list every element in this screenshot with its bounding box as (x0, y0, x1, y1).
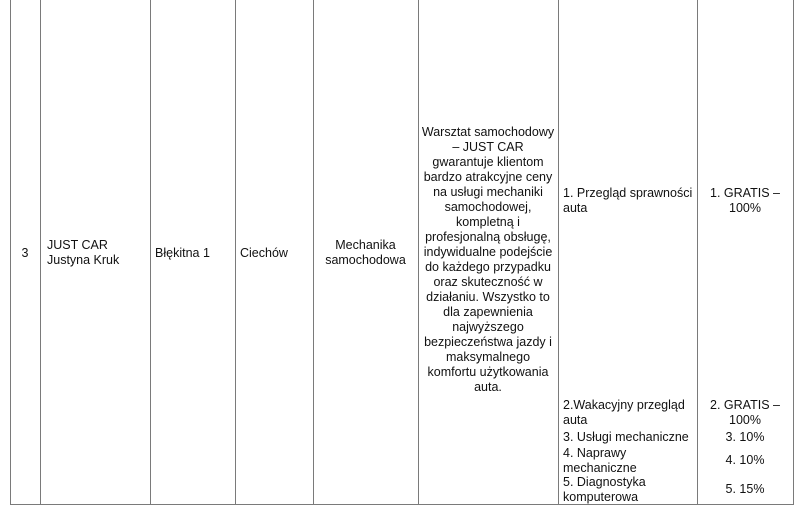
service-item: 3. Usługi mechaniczne (563, 430, 689, 444)
service-item: 4. Naprawy mechaniczne (563, 446, 637, 475)
service-item: 2.Wakacyjny przegląd auta (563, 398, 685, 427)
column-border (40, 0, 41, 505)
discount-item: 1. GRATIS – 100% (710, 186, 780, 215)
service-item: 1. Przegląd sprawności auta (563, 186, 693, 215)
discount-item: 3. 10% (725, 430, 765, 444)
column-border (793, 0, 794, 505)
discount-item: 2. GRATIS – 100% (710, 398, 780, 427)
column-border (150, 0, 151, 505)
column-border (558, 0, 559, 505)
row-number: 3 (21, 246, 29, 260)
business-category: Mechanika samochodowa (325, 238, 406, 267)
discount-item: 5. 15% (725, 482, 765, 496)
discount-item: 4. 10% (725, 453, 765, 467)
city: Ciechów (240, 246, 288, 260)
street-address: Błękitna 1 (155, 246, 210, 260)
company-name: JUST CAR Justyna Kruk (47, 238, 120, 267)
service-item: 5. Diagnostyka komputerowa (563, 475, 646, 504)
business-description: Warsztat samochodowy – JUST CAR gwarantuje klientom bardzo atrakcyjne ceny na usługi mechaniki samochodowej, kompletną i profesjonalną obsługę, indywidualne podejście do każdego przypadku oraz skuteczność w działaniu. Wszystko to dla zapewnienia najwyższego bezpieczeństwa jazdy i maksymalnego komfortu użytkowania auta. (421, 125, 555, 394)
column-border (235, 0, 236, 505)
